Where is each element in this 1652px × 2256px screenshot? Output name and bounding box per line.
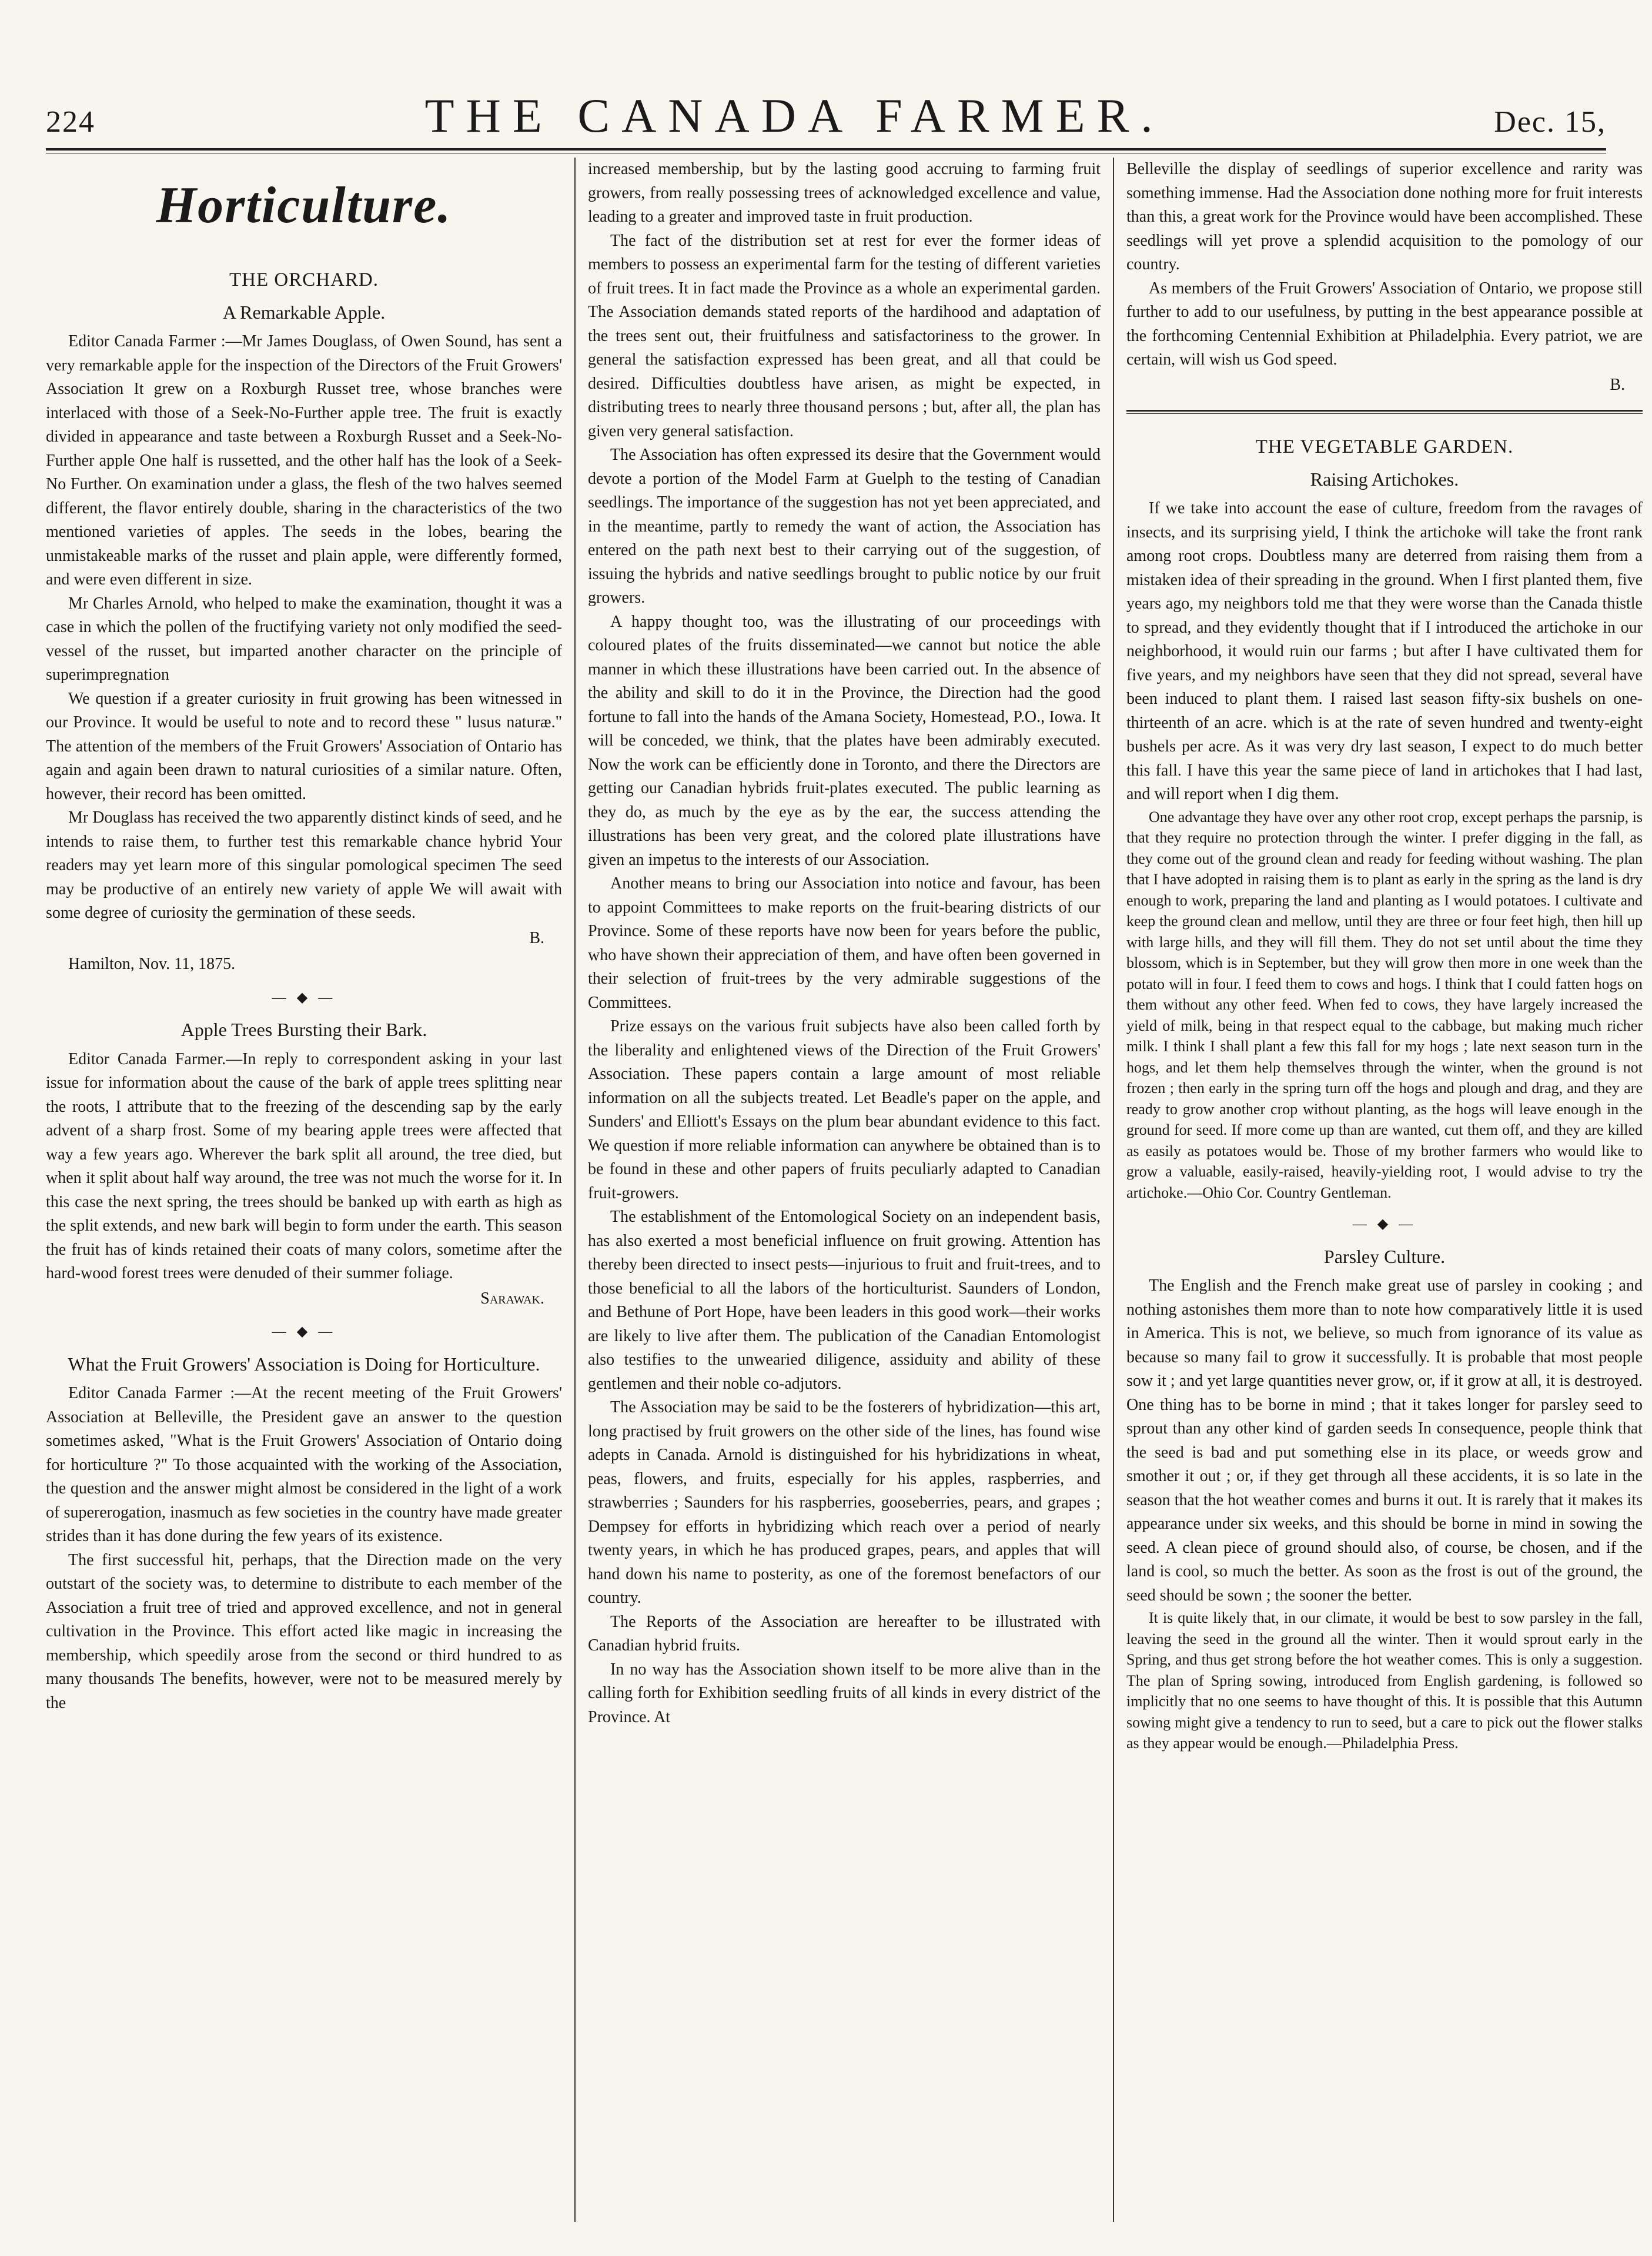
article-paragraph: The first successful hit, perhaps, that the Direction made on the very outstart of the society was, to determine to distribute to each member of the Association a fruit tree of tried and approved excellence, and not in general cultivation in the Province. This effort acted like magic in increasing the membership, which speedily arose from the second or third hundred to as many thousands The benefits, however, were not to be measured merely by the [46,1550,562,1712]
section-heading-orchard: THE ORCHARD. [229,269,379,290]
article-separator: — ◆ — [272,990,336,1005]
article-paragraph: One advantage they have over any other root crop, except perhaps the parsnip, is that they require no protection through the winter. I prefer digging in the fall, as they come out of the ground clean and ready for feeding without washing. The plan that I have adopted in raising them is to plant as early in the spring as the land is dry enough to work, preparing the land and planting as I would potatoes. I cultivate and keep the ground clean and mellow, until they are three or four feet high, then hill up with large hills, and they will fill them. They do not set until about the time they blossom, which is in September, but they will grow then more in one week than the potato will in four. I feed them to cows and hogs. I think that I could fatten hogs on them without any other feed. When fed to cows, they have largely increased the yield of milk, being in that respect equal to the cabbage, but making much richer milk. I think I shall plant a few this fall for my hogs ; late next season turn in the hogs, and let them help themselves through the winter, when the ground is not frozen ; then early in the spring turn off the hogs and plough and drag, and they are ready to grow another crop without planting, as the hogs will leave enough in the ground for seed. If more come up than are wanted, cut them off, and they are killed as easily as potatoes would be. Those of my brother farmers who would like to grow a valuable, easily-raised, heavily-yielding root, I would advise to try the artichoke.—Ohio Cor. Country Gentleman. [1126,808,1643,1201]
article-paragraph: increased membership, but by the lasting good accruing to farming fruit growers, from really possessing trees of acknowledged excellence and value, leading to a greater and improved taste in fruit production. [588,160,1101,226]
masthead [46,88,1606,141]
column-3 [1126,158,1643,2222]
article-paragraph: In no way has the Association shown itself to be more alive than in the calling forth for Exhibition seedling fruits of all kinds in every district of the Province. At [588,1660,1101,1726]
article-paragraph: Editor Canada Farmer.—In reply to correspondent asking in your last issue for information about the cause of the bark of apple trees splitting near the roots, I attribute that to the freezing of the descending sap by the early advent of a sharp frost. Some of my bearing apple trees were affected that way a few years ago. Wherever the bark split all around, the tree died, but when it split about half way around, the tree was not much the worse for it. In this case the next spring, the trees should be banked up with earth as high as the split extends, and new bark will begin to form under the earth. This season the fruit has of kinds retained their coats of many colors, sometime after the hard-wood forest trees were denuded of their summer foliage. [46,1050,562,1282]
column-divider [1113,158,1114,2222]
newspaper-title: THE CANADA FARMER. [424,89,1165,142]
article-paragraph: We question if a greater curiosity in fruit growing has been witnessed in our Province. It would be useful to note and to record these " lusus naturæ." The attention of the members of the Fruit Growers' Association of Ontario has again and again been drawn to natural curiosities of a similar nature. Often, however, their record has been omitted. [46,689,562,803]
article-signature: B. [529,928,544,947]
article-paragraph: The Association has often expressed its desire that the Government would devote a portion of the Model Farm at Guelph to the testing of Canadian seedlings. The importance of the suggestion has not yet been appreciated, and in the meantime, partly to remedy the want of action, the Association has entered on the path next best to their carrying out of the suggestion, of issuing the hybrids and native seedlings brought to public notice by our fruit growers. [588,446,1101,607]
article-paragraph: The establishment of the Entomological Society on an independent basis, has also exerted a most beneficial influence on fruit growing. Attention has thereby been directed to insect pests—injurious to fruit and fruit-trees, and to those beneficial to all the labors of the horticulturist. Saunders of London, and Bethune of Port Hope, have been leaders in this good work—their works are likely to live after them. The publication of the Canadian Entomologist also testifies to the unwearied diligence, assiduity and ability of these gentlemen and their noble co-adjutors. [588,1208,1101,1393]
article-title-parsley-culture: Parsley Culture. [1323,1245,1446,1267]
issue-date: Dec. 15, [1494,105,1606,139]
article-title-remarkable-apple: A Remarkable Apple. [222,301,386,323]
article-paragraph: The Reports of the Association are hereafter to be illustrated with Canadian hybrid fruits. [588,1612,1101,1655]
page-number: 224 [46,105,95,139]
column-2 [588,158,1101,2222]
masthead-rule [46,148,1606,153]
article-separator: — ◆ — [1352,1216,1417,1232]
article-paragraph: The Association may be said to be the fosterers of hybridization—this art, long practised by fruit growers on the other side of the lines, has found wise adepts in Canada. Arnold is distinguished for his hybridizations in wheat, peas, flowers, and fruits, especially for his apples, raspberries, and strawberries ; Saunders for his raspberries, gooseberries, pears, and grapes ; Dempsey for efforts in hybridizing which reach over a period of nearly twenty years, in which he has produced grapes, pears, and apples that will hand down his name to posterity, as one of the foremost benefactors of our country. [588,1398,1101,1607]
article-paragraph: Mr Charles Arnold, who helped to make the examination, thought it was a case in which the pollen of the fructifying variety not only modified the seed-vessel of the russet, but imparted another character on the principle of superimpregnation [46,594,562,684]
article-dateline: Hamilton, Nov. 11, 1875. [68,955,236,973]
article-paragraph: A happy thought too, was the illustrating of our proceedings with coloured plates of the fruits disseminated—we cannot but notice the able manner in which these illustrations have been carried out. In the absence of the ability and skill to do it in the Province, the Direction had the good fortune to fall into the hands of the Amana Society, Homestead, P.O., Iowa. It will be conceded, we think, that the plates have been admirably executed. Now the work can be efficiently done in Toronto, and there the Directors are getting our Canadian hybrids fruit-plates executed. The public learning as they do, as much by the eye as by the ear, the success attending the illustrations has been very great, and the colored plate illustrations have given an impetus to the interests of our Association. [588,612,1101,869]
article-paragraph: It is quite likely that, in our climate, it would be best to sow parsley in the fall, leaving the seed in the ground all the winter. Then it would sprout early in the Spring, and thus get strong before the hot weather comes. This is only a suggestion. The plan of Spring sowing, introduced from English gardening, is followed so implicitly that no one seems to have thought of this. It is possible that this Autumn sowing might give a tendency to run to seed, but a care to pick out the flower stalks as they appear would be enough.—Philadelphia Press. [1126,1609,1643,1752]
article-paragraph: Another means to bring our Association into notice and favour, has been to appoint Committees to make reports on the fruit-bearing districts of our Province. Some of these reports have now been for years before the public, who have shown their appreciation of them, and have often been governed in their selection of fruit-trees by the very admirable suggestions of the Committees. [588,874,1101,1012]
article-separator: — ◆ — [272,1324,336,1339]
section-rule [1126,410,1643,414]
column-1 [46,158,562,2222]
article-title-raising-artichokes: Raising Artichokes. [1310,468,1459,490]
article-title-apple-trees-bark: Apple Trees Bursting their Bark. [180,1019,427,1040]
article-paragraph: Editor Canada Farmer :—Mr James Douglass, of Owen Sound, has sent a very remarkable apple for the inspection of the Directors of the Fruit Growers' Association It grew on a Roxburgh Russet tree, whose branches were interlaced with those of a Seek-No-Further apple tree. The fruit is exactly divided in appearance and taste between a Roxburgh Russet and a Seek-No-Further apple One half is russetted, and the other half has the look of a Seek-No Further. On examination under a glass, the flesh of the two halves seemed different, the flavor entirely double, sharing in the characteristics of the two mentioned varieties of apples. The seeds in the lobes, bearing the unmistakeable marks of the russet and plain apple, were differently formed, and were even different in size. [46,332,562,589]
article-signature: Sarawak. [480,1289,544,1308]
article-paragraph: Belleville the display of seedlings of superior excellence and rarity was something immense. Had the Association done nothing more for fruit interests than this, a great work for the Province would have been accomplished. These seedlings will yet prove a splendid acquisition to the pomology of our country. [1126,160,1643,273]
article-title-fruit-growers-association: What the Fruit Growers' Association is Doing for Horticulture. [68,1353,540,1375]
article-signature: B. [1610,375,1625,394]
column-divider [574,158,576,2222]
department-heading: Horticulture. [156,177,452,234]
article-paragraph: Editor Canada Farmer :—At the recent meeting of the Fruit Growers' Association at Belleville, the President gave an answer to the question sometimes asked, "What is the Fruit Growers' Association of Ontario doing for horticulture ?" To those acquainted with the working of the Association, the question and the answer might almost be considered in the light of a work of supererogation, inasmuch as few societies in the country have made greater strides than it has done during the few years of its existence. [46,1384,562,1545]
article-paragraph: Mr Douglass has received the two apparently distinct kinds of seed, and he intends to raise them, to further test this remarkable chance hybrid Your readers may yet learn more of this singular pomological specimen The seed may be productive of an entirely new variety of apple We will await with some degree of curiosity the germination of these seeds. [46,808,562,922]
article-paragraph: If we take into account the ease of culture, freedom from the ravages of insects, and its surprising yield, I think the artichoke will take the front rank among root crops. Doubtless many are deterred from raising them from a mistaken idea of their spreading in the ground. When I first planted them, five years ago, my neighbors told me that they were worse than the Canada thistle to spread, and they evidently thought that if I introduced the artichoke in our neighborhood, it would ruin our farms ; but after I have cultivated them for five years, and my neighbors have seen that they did not spread, several have been induced to plant them. I raised last season fifty-six bushels on one-thirteenth of an acre. which is at the rate of seven hundred and twenty-eight bushels per acre. As it was very dry last season, I expect to do much better this fall. I have this year the same piece of land in artichokes that I had last, and will report when I dig them. [1126,499,1643,803]
section-heading-vegetable-garden: THE VEGETABLE GARDEN. [1255,436,1514,457]
article-paragraph: Prize essays on the various fruit subjects have also been called forth by the liberality and enlightened views of the Direction of the Fruit Growers' Association. These papers contain a large amount of most reliable information on all the subjects treated. Let Beadle's paper on the apple, and Sunders' and Elliott's Essays on the plum bear abundant evidence to this fact. We question if more reliable information can anywhere be obtained than is to be found in these and other papers of fruits peculiarly adapted to Canadian fruit-growers. [588,1017,1101,1202]
article-paragraph: The fact of the distribution set at rest for ever the former ideas of members to possess an experimental farm for the testing of different varieties of fruit trees. It in fact made the Province as a whole an experimental garden. The Association demands stated reports of the hardihood and adaptation of the trees sent out, their fruitfulness and satisfactoriness to the grower. In general the satisfaction expressed has been great, and all that could be desired. Difficulties doubtless have arisen, as might be expected, in distributing trees to nearly three thousand persons ; but, after all, the plan has given very general satisfaction. [588,231,1101,440]
article-paragraph: As members of the Fruit Growers' Association of Ontario, we propose still further to add to our usefulness, by putting in the best appearance possible at the forthcoming Centennial Exhibition at Philadelphia. Every patriot, we are certain, will wish us God speed. [1126,279,1643,369]
article-paragraph: The English and the French make great use of parsley in cooking ; and nothing astonishes them more than to note how comparatively little it is used in America. This is not, we believe, so much from ignorance of its value as because so many fail to grow it successfully. It is probable that most people sow it ; and yet large quantities never grow, or, if it grow at all, it is destroyed. One thing has to be borne in mind ; that it takes longer for parsley seed to sprout than any other kind of garden seeds In consequence, people think that the seed is bad and put something else in its place, or weeds grow and smother it out ; or, if they get through all these accidents, it is so late in the season that the hot weather comes and burns it out. It is rarely that it makes its appearance under six weeks, and this should be borne in mind in sowing the seed. A clean piece of ground should also, of course, be chosen, and if the land is cool, so much the better. As soon as the frost is out of the ground, the seed should be sown ; the sooner the better. [1126,1276,1643,1605]
